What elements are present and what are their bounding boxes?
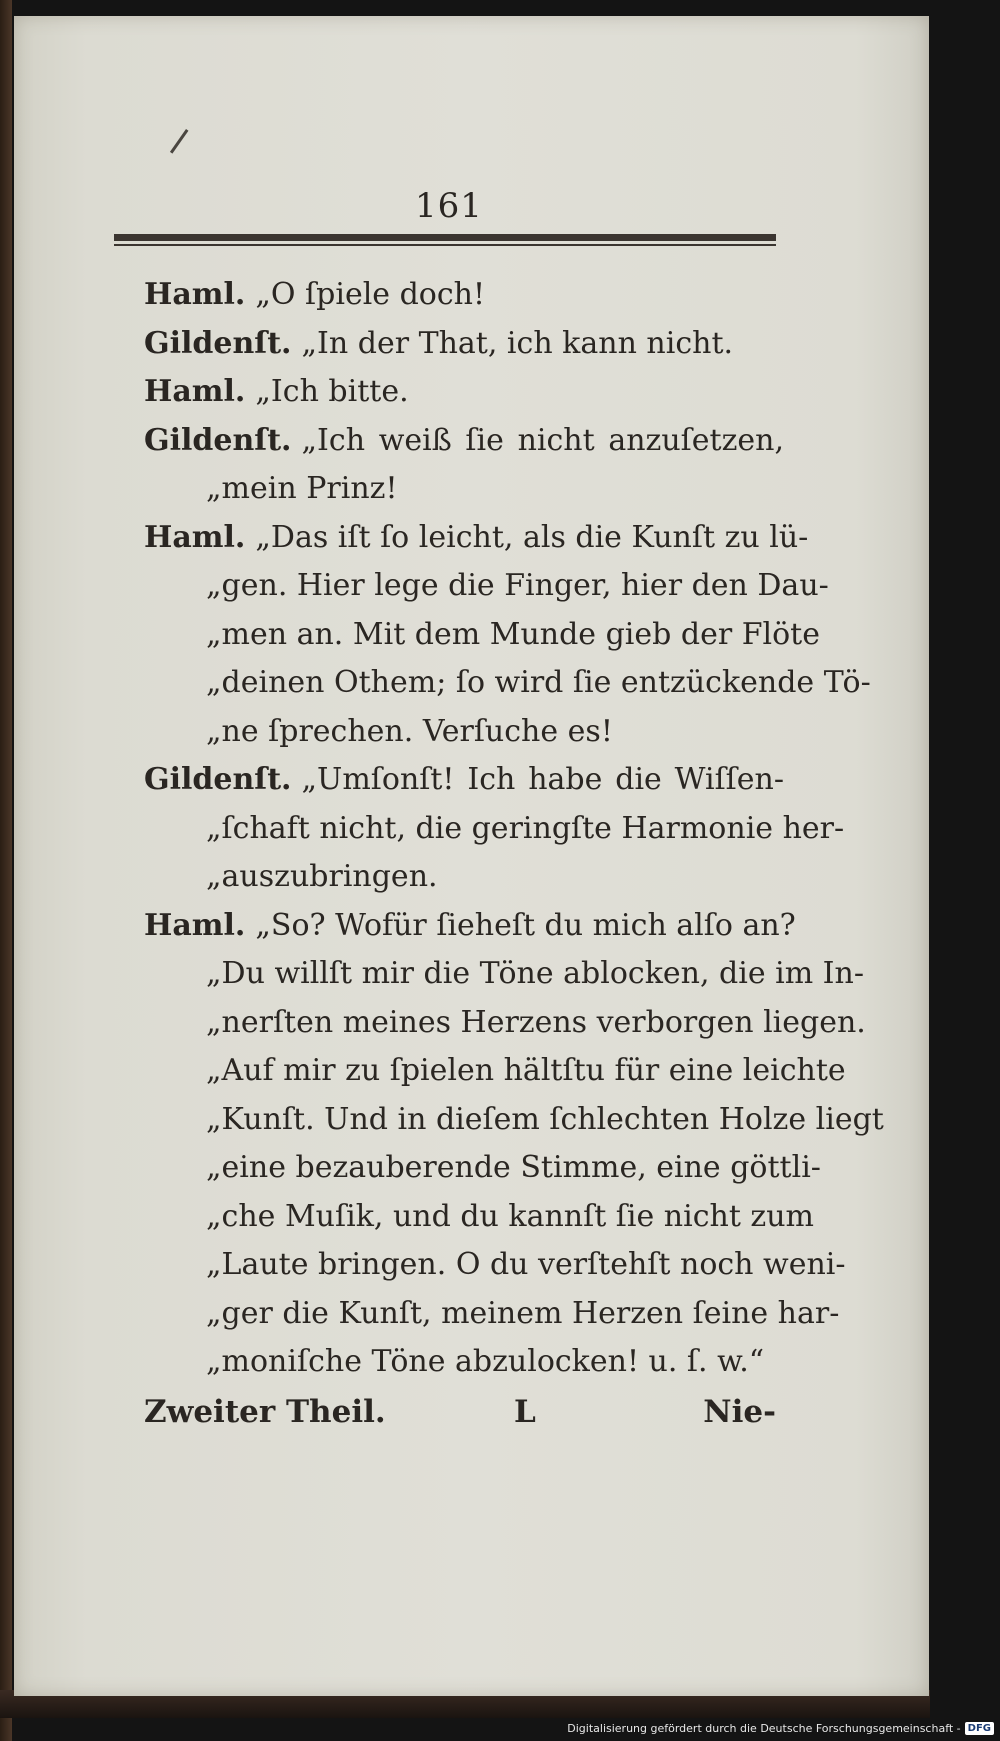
line-text: „ſchaft nicht, die geringſte Harmonie her-: [206, 810, 845, 846]
line-text: „Kunſt. Und in dieſem ſchlechten Holze liegt: [206, 1101, 884, 1137]
line-text: „Umſonſt! Ich habe die Wiſſen-: [301, 762, 784, 797]
text-line: [144, 1047, 846, 1096]
text-line: [144, 1144, 821, 1193]
speaker-name: Gildenſt.: [144, 422, 292, 458]
digitization-credit: [567, 1722, 994, 1735]
text-line: [144, 756, 784, 805]
text-line: [144, 950, 864, 999]
line-text: „men an. Mit dem Munde gieb der Flöte: [206, 616, 820, 652]
line-text: „moniſche Töne abzulocken! u. ſ. w.“: [206, 1344, 765, 1379]
line-text: „Das iſt ſo leicht, als die Kunſt zu lü-: [255, 519, 809, 555]
book-spine-edge: [0, 0, 12, 1741]
line-text: „auszubringen.: [206, 859, 438, 894]
text-line: [144, 1193, 814, 1242]
catchword: Nie-: [703, 1394, 776, 1430]
line-text: „ne ſprechen. Verſuche es!: [206, 713, 613, 749]
text-line: [144, 1241, 846, 1290]
line-text: „deinen Othem; ſo wird ſie entzückende Tö-: [206, 665, 871, 700]
text-line: [144, 271, 784, 320]
text-line: [144, 1290, 840, 1339]
line-text: „Auf mir zu ſpielen hältſtu für eine leichte: [206, 1053, 846, 1088]
line-text: „eine bezauberende Stimme, eine göttli-: [206, 1150, 821, 1185]
page-footer: [144, 1394, 776, 1444]
text-line: [144, 368, 784, 417]
page-number: 161: [415, 186, 483, 226]
line-text: „nerſten meines Herzens verborgen liegen.: [206, 1004, 866, 1040]
sheet-mark: L: [514, 1394, 536, 1430]
text-line: [144, 1096, 884, 1145]
line-text: „che Muſik, und du kannſt ſie nicht zum: [206, 1198, 814, 1234]
line-text: „O ſpiele doch!: [255, 277, 486, 312]
text-line: [144, 611, 820, 660]
speaker-name: Gildenſt.: [144, 325, 292, 361]
text-line: [144, 853, 784, 902]
text-line: [144, 320, 784, 369]
line-text: „Ich bitte.: [255, 374, 409, 409]
line-text: „Du willſt mir die Töne ablocken, die im In-: [206, 956, 864, 991]
speaker-name: Haml.: [144, 519, 246, 555]
text-line: [144, 465, 784, 514]
line-text: „Laute bringen. O du verſtehſt noch weni-: [206, 1247, 846, 1282]
text-line: [144, 562, 829, 611]
speaker-name: Haml.: [144, 277, 246, 312]
text-line: [144, 708, 784, 757]
page-body-text: [144, 271, 884, 1387]
pencil-mark: [170, 129, 189, 154]
credit-text: Digitalisierung gefördert durch die Deutsche Forschungsgemeinschaft -: [567, 1722, 961, 1735]
speaker-name: Gildenſt.: [144, 762, 292, 797]
line-text: „ger die Kunſt, meinem Herzen ſeine har-: [206, 1295, 840, 1331]
line-text: „Ich weiß ſie nicht anzuſetzen,: [301, 422, 784, 458]
header-rule: [114, 234, 776, 248]
line-text: „gen. Hier lege die Finger, hier den Dau-: [206, 568, 829, 603]
line-text: „So? Wofür ſieheſt du mich alſo an?: [255, 907, 796, 943]
text-line: [144, 659, 871, 708]
text-line: [144, 902, 796, 951]
signature-line: Zweiter Theil.: [144, 1394, 386, 1430]
book-page: [14, 16, 929, 1696]
line-text: „mein Prinz!: [206, 471, 398, 506]
text-line: [144, 514, 809, 563]
speaker-name: Haml.: [144, 374, 246, 409]
line-text: „In der That, ich kann nicht.: [301, 325, 734, 361]
text-line: [144, 805, 845, 854]
text-line: [144, 417, 784, 466]
dfg-logo: DFG: [965, 1722, 994, 1735]
text-line: [144, 999, 866, 1048]
speaker-name: Haml.: [144, 907, 246, 943]
text-line: [144, 1338, 784, 1387]
